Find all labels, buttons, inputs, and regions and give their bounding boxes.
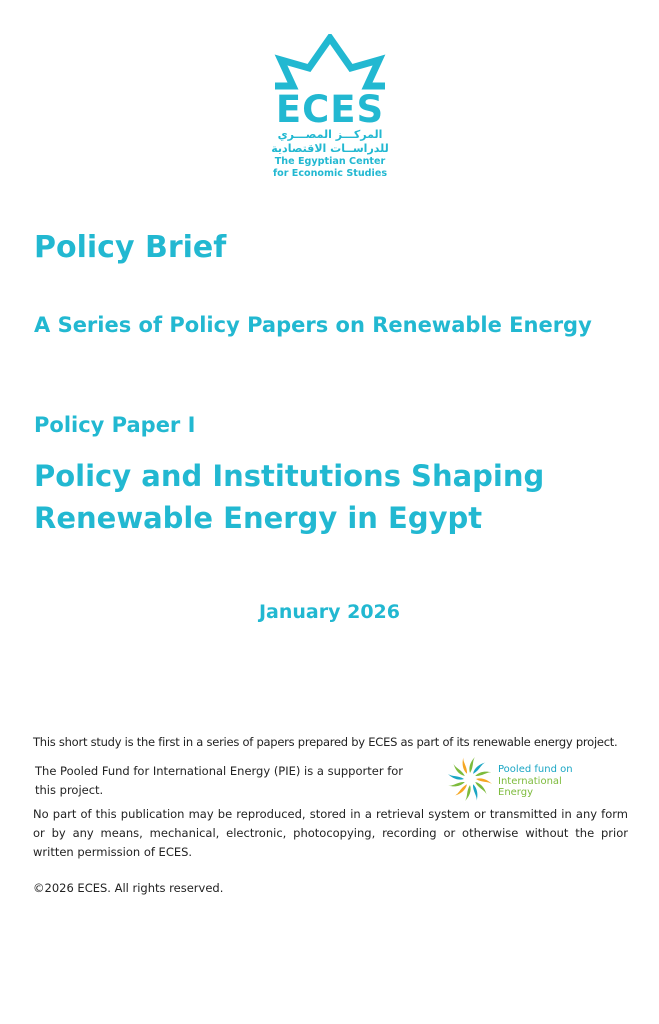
pie-partner-logo xyxy=(446,755,586,803)
pie-line2: International xyxy=(498,775,562,787)
eces-logo xyxy=(262,34,398,180)
doc-type-heading: Policy Brief xyxy=(34,230,227,265)
copyright-line: ©2026 ECES. All rights reserved. xyxy=(33,881,224,895)
lotus-crown-icon xyxy=(271,34,389,90)
paper-number: Policy Paper I xyxy=(34,413,196,437)
logo-english-line1: The Egyptian Center xyxy=(274,156,386,167)
publication-date xyxy=(0,601,659,623)
paper-title: Policy and Institutions Shaping Renewable Energy in Egypt xyxy=(34,459,545,535)
pie-line1: Pooled fund xyxy=(498,764,557,775)
pie-logo-text xyxy=(498,764,573,799)
logo-arabic-line1: المركـــز المصـــري xyxy=(277,128,383,141)
publication-date-text: January 2026 xyxy=(258,601,400,623)
logo-acronym: ECES xyxy=(275,88,385,131)
supporter-note: The Pooled Fund for International Energy (PIE) is a supporter for this project. xyxy=(35,764,404,797)
logo-arabic-line2: للدراســات الاقتصادية xyxy=(271,142,389,155)
intro-note: This short study is the first in a series of papers prepared by ECES as part of its renewable energy project. xyxy=(33,735,618,749)
logo-english-line2: for Economic Studies xyxy=(272,168,388,179)
series-heading: A Series of Policy Papers on Renewable Energy xyxy=(34,313,592,337)
pie-line3: Energy xyxy=(498,787,534,798)
pinwheel-icon xyxy=(446,755,494,803)
rights-notice: No part of this publication may be reproduced, stored in a retrieval system or transmitted in any form or by any means, mechanical, electronic, photocopying, recording or otherwise without the prior written permission of ECES. xyxy=(33,807,628,859)
pie-line1-on: on xyxy=(560,764,573,775)
